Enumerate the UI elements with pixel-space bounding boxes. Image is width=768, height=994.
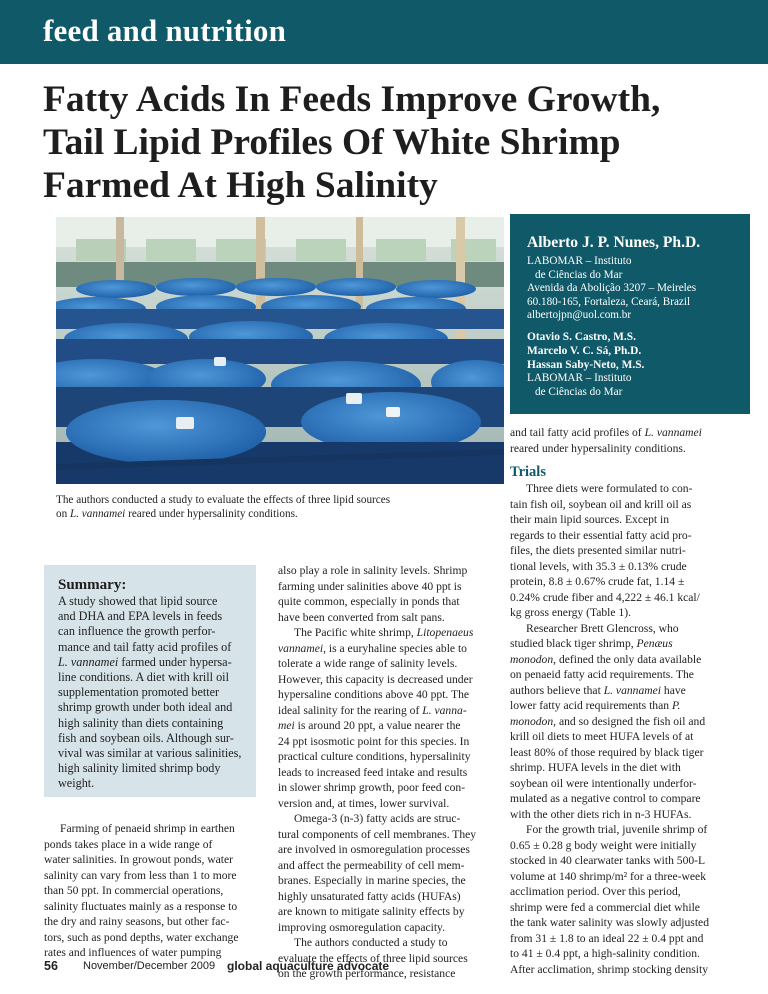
- body-paragraph: [510, 481, 718, 977]
- body-line: the dry and rainy seasons, but other fac-: [44, 915, 230, 928]
- body-line: ponds takes place in a wide range of: [44, 837, 213, 851]
- body-line: than 50 ppt. In commercial operations,: [44, 884, 224, 897]
- species-name: L. vannamei: [603, 683, 662, 697]
- aff-line: LABOMAR – Instituto: [527, 255, 632, 267]
- species-name: Penæus: [636, 637, 673, 650]
- coauthor-affiliation: [527, 372, 740, 399]
- body-line: soybean oil were intentionally underfor-: [510, 776, 697, 790]
- body-line: Farming of penaeid shrimp in earthen: [60, 822, 235, 835]
- body-line: to 41 ± 0.4 ppt, a high-salinity condition.: [510, 947, 700, 960]
- body-line: , and so designed the fish oil and: [553, 714, 706, 728]
- body-paragraph: [44, 821, 257, 961]
- body-line: The authors conducted a study to: [294, 936, 448, 949]
- aff-line: de Ciências do Mar: [535, 385, 623, 398]
- body-line: tional levels, with 35.3 ± 0.13% crude: [510, 559, 687, 573]
- body-line: and tail fatty acid profiles of: [510, 426, 645, 439]
- coauthor-name: Otavio S. Castro, M.S.: [527, 330, 636, 343]
- body-line: krill oil diets to meet HUFA levels of at: [510, 730, 694, 743]
- tank-room-illustration: [56, 217, 504, 484]
- lead-author-name: Alberto J. P. Nunes, Ph.D.: [527, 234, 701, 251]
- aff-line: de Ciências do Mar: [535, 268, 623, 281]
- body-line: with the other diets rich in n-3 HUFAs.: [510, 807, 692, 821]
- species-name: Litopenaeus: [416, 626, 474, 639]
- body-line: , defined the only data available: [553, 652, 702, 666]
- summary-species: L. vannamei: [58, 654, 119, 669]
- body-line: also play a role in salinity levels. Shrimp: [278, 564, 468, 577]
- body-line: least 80% of those required by black tiger: [510, 745, 704, 759]
- body-line: rates and influences of water pumping: [44, 946, 222, 959]
- summary-line: vival was similar at various salinities,: [58, 746, 242, 761]
- body-line: 0.24% crude fiber and 4,222 ± 46.1 kcal/: [510, 590, 700, 604]
- body-line: reared under hypersalinity conditions.: [510, 441, 686, 455]
- caption-line-2-post: reared under hypersalinity conditions.: [125, 508, 298, 520]
- body-line: practical culture conditions, hypersalinity: [278, 750, 471, 763]
- body-line: salinity fluctuates mainly as a response to: [44, 899, 238, 913]
- summary-line: and DHA and EPA levels in feeds: [58, 609, 223, 624]
- species-name: L. vannamei: [644, 426, 702, 439]
- body-line: their main lipid sources. Except in: [510, 513, 670, 526]
- body-line: 0.65 ± 0.28 g body weight were initially: [510, 838, 697, 852]
- summary-line: weight.: [58, 776, 95, 791]
- body-line: on penaeid fatty acid requirements. The: [510, 668, 694, 681]
- body-line: After acclimation, shrimp stocking density: [510, 962, 709, 976]
- body-line: tors, such as pond depths, water exchange: [44, 930, 239, 944]
- body-line: Researcher Brett Glencross, who: [526, 621, 679, 635]
- body-line: improving osmoregulation capacity.: [278, 920, 445, 934]
- summary-line: fish and soybean oils. Although sur-: [58, 730, 234, 745]
- species-name: L. vanna-: [422, 703, 467, 717]
- photo-caption: [56, 493, 504, 521]
- body-line: branes. Especially in marine species, the: [278, 874, 466, 887]
- body-line: quite common, especially in ponds that: [278, 595, 460, 608]
- aff-line: LABOMAR – Instituto: [527, 371, 632, 384]
- species-name: monodon: [510, 714, 554, 728]
- author-info-box: [510, 214, 750, 414]
- body-line: , is a euryhaline species able to: [323, 641, 467, 655]
- body-column-right: [510, 425, 718, 977]
- coauthor-name: Hassan Saby-Neto, M.S.: [527, 358, 645, 371]
- body-line: Three diets were formulated to con-: [526, 482, 693, 495]
- headline-line-2: Tail Lipid Profiles Of White Shrimp: [43, 122, 621, 163]
- summary-line: farmed under hypersa-: [118, 654, 232, 669]
- body-line: from 31 ± 1.8 to an ideal 22 ± 0.4 ppt and: [510, 931, 704, 945]
- body-line: version and, at times, lower survival.: [278, 796, 450, 810]
- body-line: The Pacific white shrimp,: [294, 626, 417, 639]
- species-name: vannamei: [278, 641, 324, 655]
- species-name: mei: [278, 719, 295, 732]
- body-line: files, the diets presented similar nutri-: [510, 544, 686, 557]
- coauthor-list: [527, 330, 740, 372]
- trials-section-heading: Trials: [510, 464, 546, 480]
- article-photo-shrimp-tanks: [56, 217, 504, 484]
- summary-line: supplementation promoted better: [58, 685, 220, 700]
- summary-line: high salinity than diets containing: [58, 715, 224, 730]
- body-line: tural components of cell membranes. They: [278, 827, 477, 841]
- body-line: have been converted from salt pans.: [278, 610, 445, 624]
- summary-line: A study showed that lipid source: [58, 594, 218, 608]
- aff-address: Avenida da Abolição 3207 – Meireles: [527, 282, 697, 295]
- section-label: feed and nutrition: [43, 13, 287, 48]
- body-line: ideal salinity for the rearing of: [278, 703, 423, 717]
- species-name: P.: [671, 699, 681, 712]
- body-line: shrimp. HUFA levels in the diet with: [510, 761, 681, 774]
- body-line: salinity can vary from less than 1 to more: [44, 868, 237, 882]
- body-line: farming under salinities above 40 ppt is: [278, 579, 462, 593]
- body-line: lower fatty acid requirements than: [510, 699, 672, 712]
- body-line: the tank water salinity was slowly adjusted: [510, 916, 709, 929]
- body-line: stocked in 40 clearwater tanks with 500-L: [510, 854, 706, 867]
- page-footer: [44, 959, 744, 977]
- body-line: regards to their essential fatty acid pro-: [510, 528, 692, 542]
- body-line: water salinities. In growout ponds, water: [44, 853, 233, 866]
- body-line: Omega-3 (n-3) fatty acids are struc-: [294, 812, 461, 825]
- headline-line-1: Fatty Acids In Feeds Improve Growth,: [43, 79, 661, 120]
- summary-line: mance and tail fatty acid profiles of: [58, 639, 232, 654]
- body-line: kg gross energy (Table 1).: [510, 606, 631, 619]
- issue-date: November/December 2009: [83, 960, 216, 972]
- coauthor-name: Marcelo V. C. Sá, Ph.D.: [527, 344, 642, 357]
- caption-line-2-pre: on: [56, 508, 70, 520]
- body-line: evaluate the effects of three lipid sources: [278, 951, 468, 965]
- body-line: However, this capacity is decreased under: [278, 672, 473, 686]
- body-line: and affect the permeability of cell mem-: [278, 858, 465, 872]
- summary-body: [58, 594, 248, 792]
- body-paragraph: [510, 425, 718, 456]
- body-line: hypersaline conditions above 40 ppt. The: [278, 688, 470, 701]
- magazine-name: global aquaculture advocate: [227, 959, 390, 973]
- article-headline: [43, 78, 743, 207]
- body-line: studied black tiger shrimp,: [510, 637, 637, 650]
- body-line: are known to mitigate salinity effects by: [278, 905, 465, 918]
- body-line: acclimation period. Over this period,: [510, 885, 681, 898]
- section-header-bar: [0, 0, 768, 64]
- body-column-left: [44, 821, 257, 961]
- body-line: tolerate a wide range of salinity levels.: [278, 657, 458, 670]
- caption-line-1: The authors conducted a study to evaluate the effects of three lipid sources: [56, 494, 391, 506]
- body-line: have: [661, 683, 686, 697]
- body-line: is around 20 ppt, a value nearer the: [294, 719, 461, 732]
- body-line: leads to increased feed intake and results: [278, 765, 468, 779]
- summary-line: line conditions. A diet with krill oil: [58, 670, 229, 685]
- body-column-middle: [278, 563, 496, 982]
- summary-line: can influence the growth perfor-: [58, 624, 216, 639]
- body-line: 24 ppt isosmotic point for this species. In: [278, 734, 470, 748]
- species-name: monodon: [510, 652, 554, 666]
- author-email[interactable]: albertojpn@uol.com.br: [527, 309, 632, 322]
- body-paragraph: [278, 563, 496, 982]
- lead-author-affiliation: [527, 255, 740, 323]
- body-line: highly unsaturated fatty acids (HUFAs): [278, 889, 461, 903]
- caption-species: L. vannamei: [69, 508, 126, 520]
- body-line: authors believe that: [510, 683, 604, 697]
- summary-line: shrimp growth under both ideal and: [58, 700, 233, 715]
- body-line: are involved in osmoregulation processes: [278, 843, 470, 856]
- body-line: mulated as a negative control to compare: [510, 792, 701, 805]
- body-line: in slower shrimp growth, poor feed con-: [278, 781, 466, 794]
- page-number: 56: [44, 959, 58, 973]
- summary-title: Summary:: [58, 577, 127, 593]
- body-line: on the growth performance, resistance: [278, 967, 456, 980]
- body-line: protein, 8.8 ± 0.67% crude fat, 1.14 ±: [510, 575, 685, 588]
- summary-line: high salinity limited shrimp body: [58, 761, 221, 776]
- body-line: volume at 140 shrimp/m² for a three-week: [510, 869, 707, 883]
- body-line: For the growth trial, juvenile shrimp of: [526, 823, 708, 836]
- body-line: tain fish oil, soybean oil and krill oil as: [510, 497, 692, 511]
- headline-line-3: Farmed At High Salinity: [43, 165, 438, 206]
- summary-box: [44, 565, 256, 797]
- body-line: shrimp were fed a commercial diet while: [510, 900, 700, 914]
- aff-city: 60.180-165, Fortaleza, Ceará, Brazil: [527, 295, 691, 308]
